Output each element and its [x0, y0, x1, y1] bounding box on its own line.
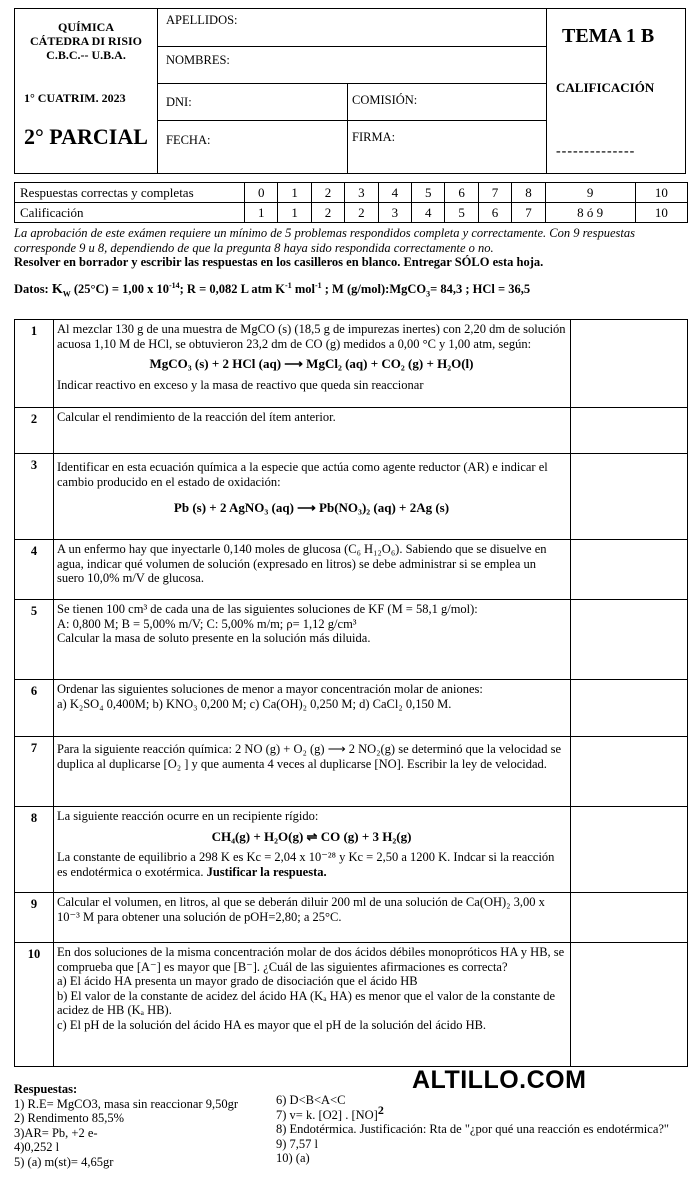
- answer-item: 2) Rendimento 85,5%: [14, 1111, 125, 1125]
- grading-cell: 2: [311, 203, 344, 223]
- grading-cell: 8 ó 9: [545, 203, 635, 223]
- answers-title: Respuestas:: [14, 1082, 78, 1096]
- answers-right: [276, 1093, 676, 1166]
- grading-cell: 6: [478, 203, 511, 223]
- answer-item: 3)AR= Pb, +2 e-: [14, 1125, 98, 1140]
- question-row: [15, 807, 688, 893]
- tema-label: TEMA 1 B: [562, 25, 655, 47]
- grading-row-score: [15, 203, 688, 223]
- grading-row-correct: [15, 183, 688, 203]
- answer-box[interactable]: [571, 893, 688, 943]
- header-divider: [157, 83, 547, 84]
- grading-cell: 3: [378, 203, 411, 223]
- grading-cell: 9: [545, 183, 635, 203]
- answer-item: 6) D<B<A<C: [276, 1093, 346, 1107]
- question-text: La siguiente reacción ocurre en un recipiente rígido: CH₄(g) + H₂O(g) ⇌ CO (g) + 3 H₂(g) La constante de equilibrio a 298 K es Kc = 2,04 x 10⁻²⁸ y Kc = 2,50 a 1200 K. Indcar si la reacción es endotérmica o exotérmica. Justificar la respuesta.: [54, 807, 571, 893]
- answer-item: 10) (a): [276, 1151, 310, 1165]
- question-number: 9: [15, 893, 54, 943]
- grading-cell: 1: [245, 203, 278, 223]
- grading-cell: 4: [378, 183, 411, 203]
- answer-box[interactable]: [571, 408, 688, 454]
- grading-cell: 1: [278, 183, 311, 203]
- question-row: [15, 600, 688, 680]
- grading-cell: 4: [412, 203, 445, 223]
- grading-row-label: Respuestas correctas y completas: [15, 183, 245, 203]
- chemical-equation: CH₄(g) + H₂O(g) ⇌ CO (g) + 3 H₂(g): [211, 828, 412, 844]
- grading-cell: 3: [345, 183, 378, 203]
- header-middle-box: [157, 8, 547, 174]
- question-text: Se tienen 100 cm³ de cada una de las siguientes soluciones de KF (M = 58,1 g/mol): A: 0,800 M; B = 5,00% m/V; C: 5,00% m/m; ρ= 1,12 g/cm³ Calcular la masa de soluto presente en la solución más diluida.: [54, 600, 571, 680]
- header-divider: [157, 120, 547, 121]
- answers-left: [14, 1082, 274, 1169]
- header-divider: [347, 83, 348, 174]
- firma-field[interactable]: FIRMA:: [352, 130, 396, 144]
- question-row: [15, 320, 688, 408]
- school-name: QUÍMICA CÁTEDRA DI RISIO C.B.C.-- U.B.A.: [29, 20, 143, 62]
- question-row: [15, 540, 688, 600]
- answer-item: 5) (a) m(st)= 4,65gr: [14, 1154, 114, 1169]
- question-row: [15, 737, 688, 807]
- apellidos-field[interactable]: APELLIDOS:: [166, 13, 238, 27]
- question-row: [15, 454, 688, 540]
- answer-item: 1) R.E= MgCO3, masa sin reaccionar 9,50gr: [14, 1096, 239, 1111]
- grading-cell: 10: [635, 183, 687, 203]
- question-row: [15, 680, 688, 737]
- answer-box[interactable]: [571, 807, 688, 893]
- question-text: Calcular el volumen, en litros, al que se deberán diluir 200 ml de una solución de Ca(OH)₂ 3,00 x 10⁻³ M para obtener una solución de pOH=2,80; a 25°C.: [54, 893, 571, 943]
- comision-field[interactable]: COMISIÓN:: [352, 93, 418, 107]
- calificacion-label: CALIFICACIÓN: [556, 80, 655, 95]
- question-text: En dos soluciones de la misma concentración molar de dos ácidos débiles monopróticos HA y HB, se comprueba que [A⁻] es mayor que [B⁻]. ¿Cuál de las siguientes afirmaciones es correcta? a) El ácido HA presenta un mayor grado de disociación que el ácido HB b) El valor de la constante de acidez del ácido HA (Kₐ HA) es menor que el valor de la constante de acidez de HB (Kₐ HB). c) El pH de la solución del ácido HA es mayor que el pH de la solución del ácido HB.: [54, 943, 571, 1067]
- grading-cell: 1: [278, 203, 311, 223]
- instructions-bold: Resolver en borrador y escribir las respuestas en los casilleros en blanco. Entregar SÓLO esta hoja.: [14, 255, 544, 269]
- nombres-field[interactable]: NOMBRES:: [166, 53, 230, 67]
- question-number: 3: [15, 454, 54, 540]
- grading-cell: 8: [512, 183, 545, 203]
- grading-cell: 2: [311, 183, 344, 203]
- answer-box[interactable]: [571, 540, 688, 600]
- question-row: [15, 893, 688, 943]
- grading-table: [14, 182, 688, 223]
- grading-cell: 5: [445, 203, 478, 223]
- question-text: Para la siguiente reacción química: 2 NO (g) + O₂ (g) ⟶ 2 NO₂(g) se determinó que la velocidad se duplica al duplicarse [O₂ ] y que aumenta 4 veces al duplicarse [NO]. Escribir la ley de velocidad.: [54, 737, 571, 807]
- grading-row-label: Calificación: [15, 203, 245, 223]
- question-number: 6: [15, 680, 54, 737]
- grading-cell: 7: [512, 203, 545, 223]
- answer-box[interactable]: [571, 737, 688, 807]
- question-number: 2: [15, 408, 54, 454]
- grading-cell: 5: [412, 183, 445, 203]
- data-line: Datos: $K_W$ (25°C) = 1,00 x $10^{-14}$; R = 0,082 L atm $K^{-1}$ mol$^{-1}$ ; M (g/mol):MgCO$_3$= 84,3 ; HCl = 36,5: [14, 280, 531, 299]
- answer-item: 4)0,252 l: [14, 1140, 60, 1154]
- grading-cell: 10: [635, 203, 687, 223]
- answer-item: 9) 7,57 l: [276, 1136, 319, 1151]
- dni-field[interactable]: DNI:: [166, 95, 192, 109]
- question-text: A un enfermo hay que inyectarle 0,140 moles de glucosa (C₆ H₁₂O₆). Sabiendo que se disuelve en agua, indicar qué volumen de solución (expresado en litros) se debe administrar si se emplea un suero 10,0% m/V de glucosa.: [54, 540, 571, 600]
- question-number: 4: [15, 540, 54, 600]
- question-text: Calcular el rendimiento de la reacción del ítem anterior.: [54, 408, 571, 454]
- instructions-italic: La aprobación de este exámen requiere un mínimo de 5 problemas respondidos completa y correctamente. Con 9 respuestas corresponde 9 u 8, dependiendo de que la pregunta 8 haya sido respondida correctamente o no.: [14, 226, 635, 255]
- calificacion-blank[interactable]: --------------: [556, 144, 636, 159]
- question-row: [15, 943, 688, 1067]
- grading-cell: 6: [445, 183, 478, 203]
- answer-box[interactable]: [571, 943, 688, 1067]
- question-number: 1: [15, 320, 54, 408]
- altillo-logo: ALTILLO.COM: [412, 1066, 587, 1094]
- chemical-equation: MgCO₃ (s) + 2 HCl (aq) ⟶ MgCl₂ (aq) + CO₂ (g) + H₂O(l): [149, 356, 474, 371]
- grading-cell: 2: [345, 203, 378, 223]
- question-number: 10: [15, 943, 54, 1067]
- answer-box[interactable]: [571, 680, 688, 737]
- fecha-field[interactable]: FECHA:: [166, 133, 211, 147]
- question-number: 5: [15, 600, 54, 680]
- answer-item: 7) v= k. [O2] . [NO]$^2$: [276, 1102, 384, 1122]
- question-text: Ordenar las siguientes soluciones de menor a mayor concentración molar de aniones: a) K₂SO₄ 0,400M; b) KNO₃ 0,200 M; c) Ca(OH)₂ 0,250 M; d) CaCl₂ 0,150 M.: [54, 680, 571, 737]
- grading-cell: 0: [245, 183, 278, 203]
- header-divider: [157, 46, 547, 47]
- question-text: Identificar en esta ecuación química a la especie que actúa como agente reductor (AR) e indicar el cambio producido en el estado de oxidación: Pb (s) + 2 AgNO₃ (aq) ⟶ Pb(NO₃)₂ (aq) + 2Ag (s): [54, 454, 571, 540]
- answer-item: 8) Endotérmica. Justificación: Rta de "¿por qué una reacción es endotérmica?": [276, 1122, 670, 1136]
- answer-box[interactable]: [571, 320, 688, 408]
- grading-cell: 7: [478, 183, 511, 203]
- question-text: Al mezclar 130 g de una muestra de MgCO (s) (18,5 g de impurezas inertes) con 2,20 dm de solución acuosa 1,10 M de HCl, se obtuvieron 23,2 dm de CO (g) medidos a 0,00 °C y 1,00 atm, según: MgCO₃ (s) + 2 HCl (aq) ⟶ MgCl₂ (aq) + CO₂ (g) + H₂O(l) Indicar reactivo en exceso y la masa de reactivo que queda sin reaccionar: [54, 320, 571, 408]
- chemical-equation: Pb (s) + 2 AgNO₃ (aq) ⟶ Pb(NO₃)₂ (aq) + 2Ag (s): [173, 500, 450, 515]
- question-number: 8: [15, 807, 54, 893]
- question-row: [15, 408, 688, 454]
- questions-table: [14, 319, 688, 1067]
- answer-box[interactable]: [571, 454, 688, 540]
- answer-box[interactable]: [571, 600, 688, 680]
- term-label: 1° CUATRIM. 2023: [24, 91, 126, 105]
- question-number: 7: [15, 737, 54, 807]
- exam-label: 2° PARCIAL: [24, 124, 148, 149]
- instructions: [14, 226, 690, 270]
